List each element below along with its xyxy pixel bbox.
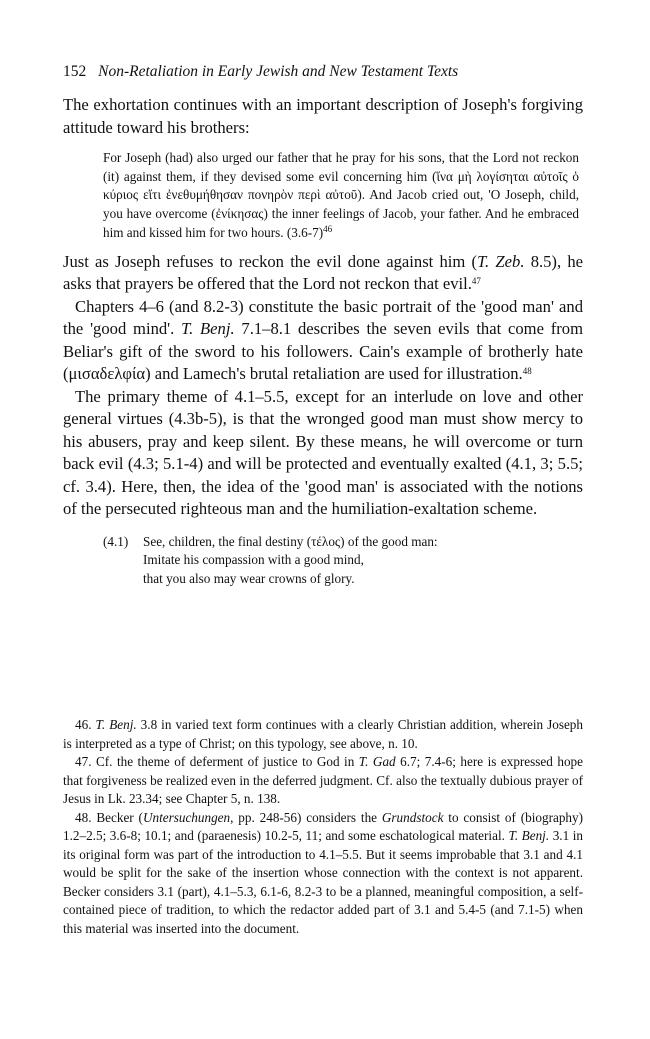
verse-number: (4.1) [103, 533, 129, 549]
running-header [63, 62, 583, 82]
citation: T. Benj. [181, 319, 235, 339]
verse-quote: (4.1) See, children, the final destiny (τέλος) of the good man: Imitate his compassion with a good mind, that you also may wear crowns of glory. [103, 533, 583, 589]
greek-word: ἐνίκησας [215, 206, 264, 222]
greek-phrase: ἵνα μὴ λογίσηται αὐτοῖς ὁ κύριος εἴτι ἐνεθυμήθησαν πονηρὸν περὶ αὐτοῦ [103, 168, 579, 203]
page-content [63, 62, 583, 598]
paragraph-exhortation: The exhortation continues with an important description of Joseph's forgiving attitude toward his brothers: [63, 95, 583, 137]
work-title: Grundstock [381, 809, 444, 825]
footnote-46: 46. T. Benj. 3.8 in varied text form continues with a clearly Christian addition, wherein Joseph is interpreted as a type of Christ; on this typology, see above, n. 10. [63, 717, 583, 751]
verse-line: that you also may wear crowns of glory. [143, 570, 355, 586]
citation: T. Benj. [95, 717, 137, 732]
citation: T. Gad [358, 754, 396, 770]
footnote-47: 47. Cf. the theme of deferment of justice to God in T. Gad 6.7; 7.4-6; here is expressed hope that forgiveness be realized even in the deferred judgment. Cf. also the textually dubious prayer of Jesus in Lk. 23.34; see Chapter 5, n. 138. [63, 754, 583, 807]
verse-line: Imitate his compassion with a good mind, [143, 552, 364, 568]
footnote-ref-47: 47 [471, 276, 481, 287]
page-number: 152 [63, 63, 87, 80]
footnote-ref-46: 46 [323, 223, 333, 234]
paragraph-primary-theme: The primary theme of 4.1–5.5, except for an interlude on love and other general virtues (4.3b-5), is that the wronged good man must show mercy to his abusers, pray and keep silent. By these means, he will overcome or turn back evil (4.3; 5.1-4) and will be protected and eventually exalted (4.1, 3; 5.5; cf. 3.4). Here, then, the idea of the 'good man' is associated with the notions of the persecuted righteous man and the humiliation-exaltation scheme. [63, 386, 583, 519]
work-title: Untersuchungen [142, 809, 231, 825]
block-quote-joseph: For Joseph (had) also urged our father that he pray for his sons, that the Lord not reckon (it) against them, if they devised some evil concerning him (ἵνα μὴ λογίσηται αὐτοῖς ὁ κύριος εἴτι ἐνεθυμήθησαν πονηρὸν περὶ αὐτοῦ). And Jacob cried out, 'O Joseph, child, you have overcome (ἐνίκησας) the inner feelings of Jacob, your father. And he embraced him and kissed him for two hours. $(3.6-7)^{46}$ [103, 150, 580, 240]
running-title: Non-Retaliation in Early Jewish and New Testament Texts [98, 63, 459, 80]
paragraph-reckon: Just as Joseph refuses to reckon the evil done against him (T. Zeb. 8.5), he asks that prayers be offered that the Lord not reckon that evil.$^{47}$ [63, 251, 583, 294]
footnote-ref-48: 48 [522, 366, 532, 377]
greek-word: μισαδελφία [68, 364, 146, 384]
footnotes [63, 716, 583, 939]
footnote-48: 48. Becker (Untersuchungen, pp. 248-56) considers the Grundstock to consist of (biography) 1.2–2.5; 3.6-8; 10.1; and (paraenesis) 10.2-5, 11; and some eschatological material. T. Benj. 3.1 in its original form was part of the introduction to 4.1–5.5. But it seems improbable that 3.1 and 4.1 would be split for the sake of the insertion whose connection with the context is not apparent. Becker considers 3.1 (part), 4.1–5.3, 6.1-6, 8.2-3 to be a planned, meaningful composition, a self-contained piece of tradition, to which the redactor added part of 3.1 and 5.4-5 (and 7.1-5) when this material was inserted into the document. [63, 809, 584, 937]
paragraph-chapters: Chapters 4–6 (and 8.2-3) constitute the basic portrait of the 'good man' and the 'good mind'. T. Benj. 7.1–8.1 describes the seven evils that come from Beliar's gift of the sword to his followers. Cain's example of brotherly hate (μισαδελφία) and Lamech's brutal retaliation are used for illustration.$^{48}$ [63, 296, 583, 384]
greek-word: τέλος [311, 533, 341, 549]
citation: T. Benj. [508, 828, 550, 844]
citation: T. Zeb. [477, 251, 525, 271]
